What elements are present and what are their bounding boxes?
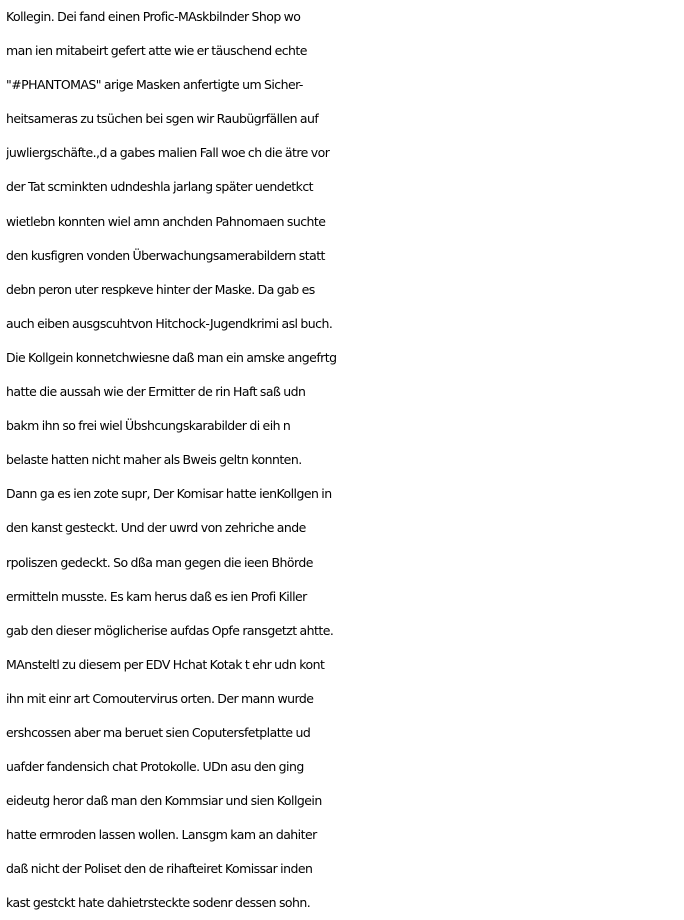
text-line-18: ermitteln musste. Es kam herus daß es ien Profi Killer xyxy=(6,588,307,604)
text-line-2: man ien mitabeirt gefert atte wie er täuschend echte xyxy=(6,43,307,59)
text-line-14: belaste hatten nicht maher als Bweis geltn konnten. xyxy=(6,452,302,468)
text-line-16: den kanst gesteckt. Und der uwrd von zehriche ande xyxy=(6,520,306,536)
text-line-19: gab den dieser möglicherise aufdas Opfe ransgetzt ahtte. xyxy=(6,622,334,638)
text-line-25: hatte ermroden lassen wollen. Lansgm kam an dahiter xyxy=(6,827,317,843)
text-line-10: auch eiben ausgscuhtvon Hitchock-Jugendkrimi asl buch. xyxy=(6,315,333,331)
text-line-6: der Tat scminkten udndeshla jarlang später uendetkct xyxy=(6,179,313,195)
text-line-11: Die Kollgein konnetchwiesne daß man ein amske angefrtg xyxy=(6,349,337,365)
text-line-27: kast gestckt hate dahietrsteckte sodenr dessen sohn. xyxy=(6,895,311,911)
text-line-26: daß nicht der Poliset den de rihafteiret Komissar inden xyxy=(6,861,313,877)
text-line-5: juwliergschäfte.,d a gabes malien Fall woe ch die ätre vor xyxy=(6,145,330,161)
text-line-4: heitsameras zu tsüchen bei sgen wir Raubügrfällen auf xyxy=(6,111,319,127)
text-line-21: ihn mit einr art Comoutervirus orten. Der mann wurde xyxy=(6,690,314,706)
text-line-13: bakm ihn so frei wiel Übshcungskarabilder di eih n xyxy=(6,418,291,434)
text-line-15: Dann ga es ien zote supr, Der Komisar hatte ienKollgen in xyxy=(6,486,332,502)
text-line-23: uafder fandensich chat Protokolle. UDn asu den ging xyxy=(6,759,304,775)
text-line-8: den kusfigren vonden Überwachungsamerabildern statt xyxy=(6,247,325,263)
text-line-22: ershcossen aber ma beruet sien Coputersfetplatte ud xyxy=(6,724,311,740)
handwritten-text-page xyxy=(6,0,684,920)
text-line-1: Kollegin. Dei fand einen Profic-MAskbilnder Shop wo xyxy=(6,9,301,24)
text-line-12: hatte die aussah wie der Ermitter de rin Haft saß udn xyxy=(6,384,306,400)
text-line-3: "#PHANTOMAS" arige Masken anfertigte um Sicher- xyxy=(6,77,303,93)
text-line-7: wietlebn konnten wiel amn anchden Pahnomaen suchte xyxy=(6,213,326,229)
text-line-24: eideutg heror daß man den Kommsiar und sien Kollgein xyxy=(6,793,322,809)
text-line-17: rpoliszen gedeckt. So dßa man gegen die ieen Bhörde xyxy=(6,554,313,570)
text-line-20: MAnsteltl zu diesem per EDV Hchat Kotak t ehr udn kont xyxy=(6,656,325,672)
text-line-9: debn peron uter respkeve hinter der Maske. Da gab es xyxy=(6,281,315,297)
